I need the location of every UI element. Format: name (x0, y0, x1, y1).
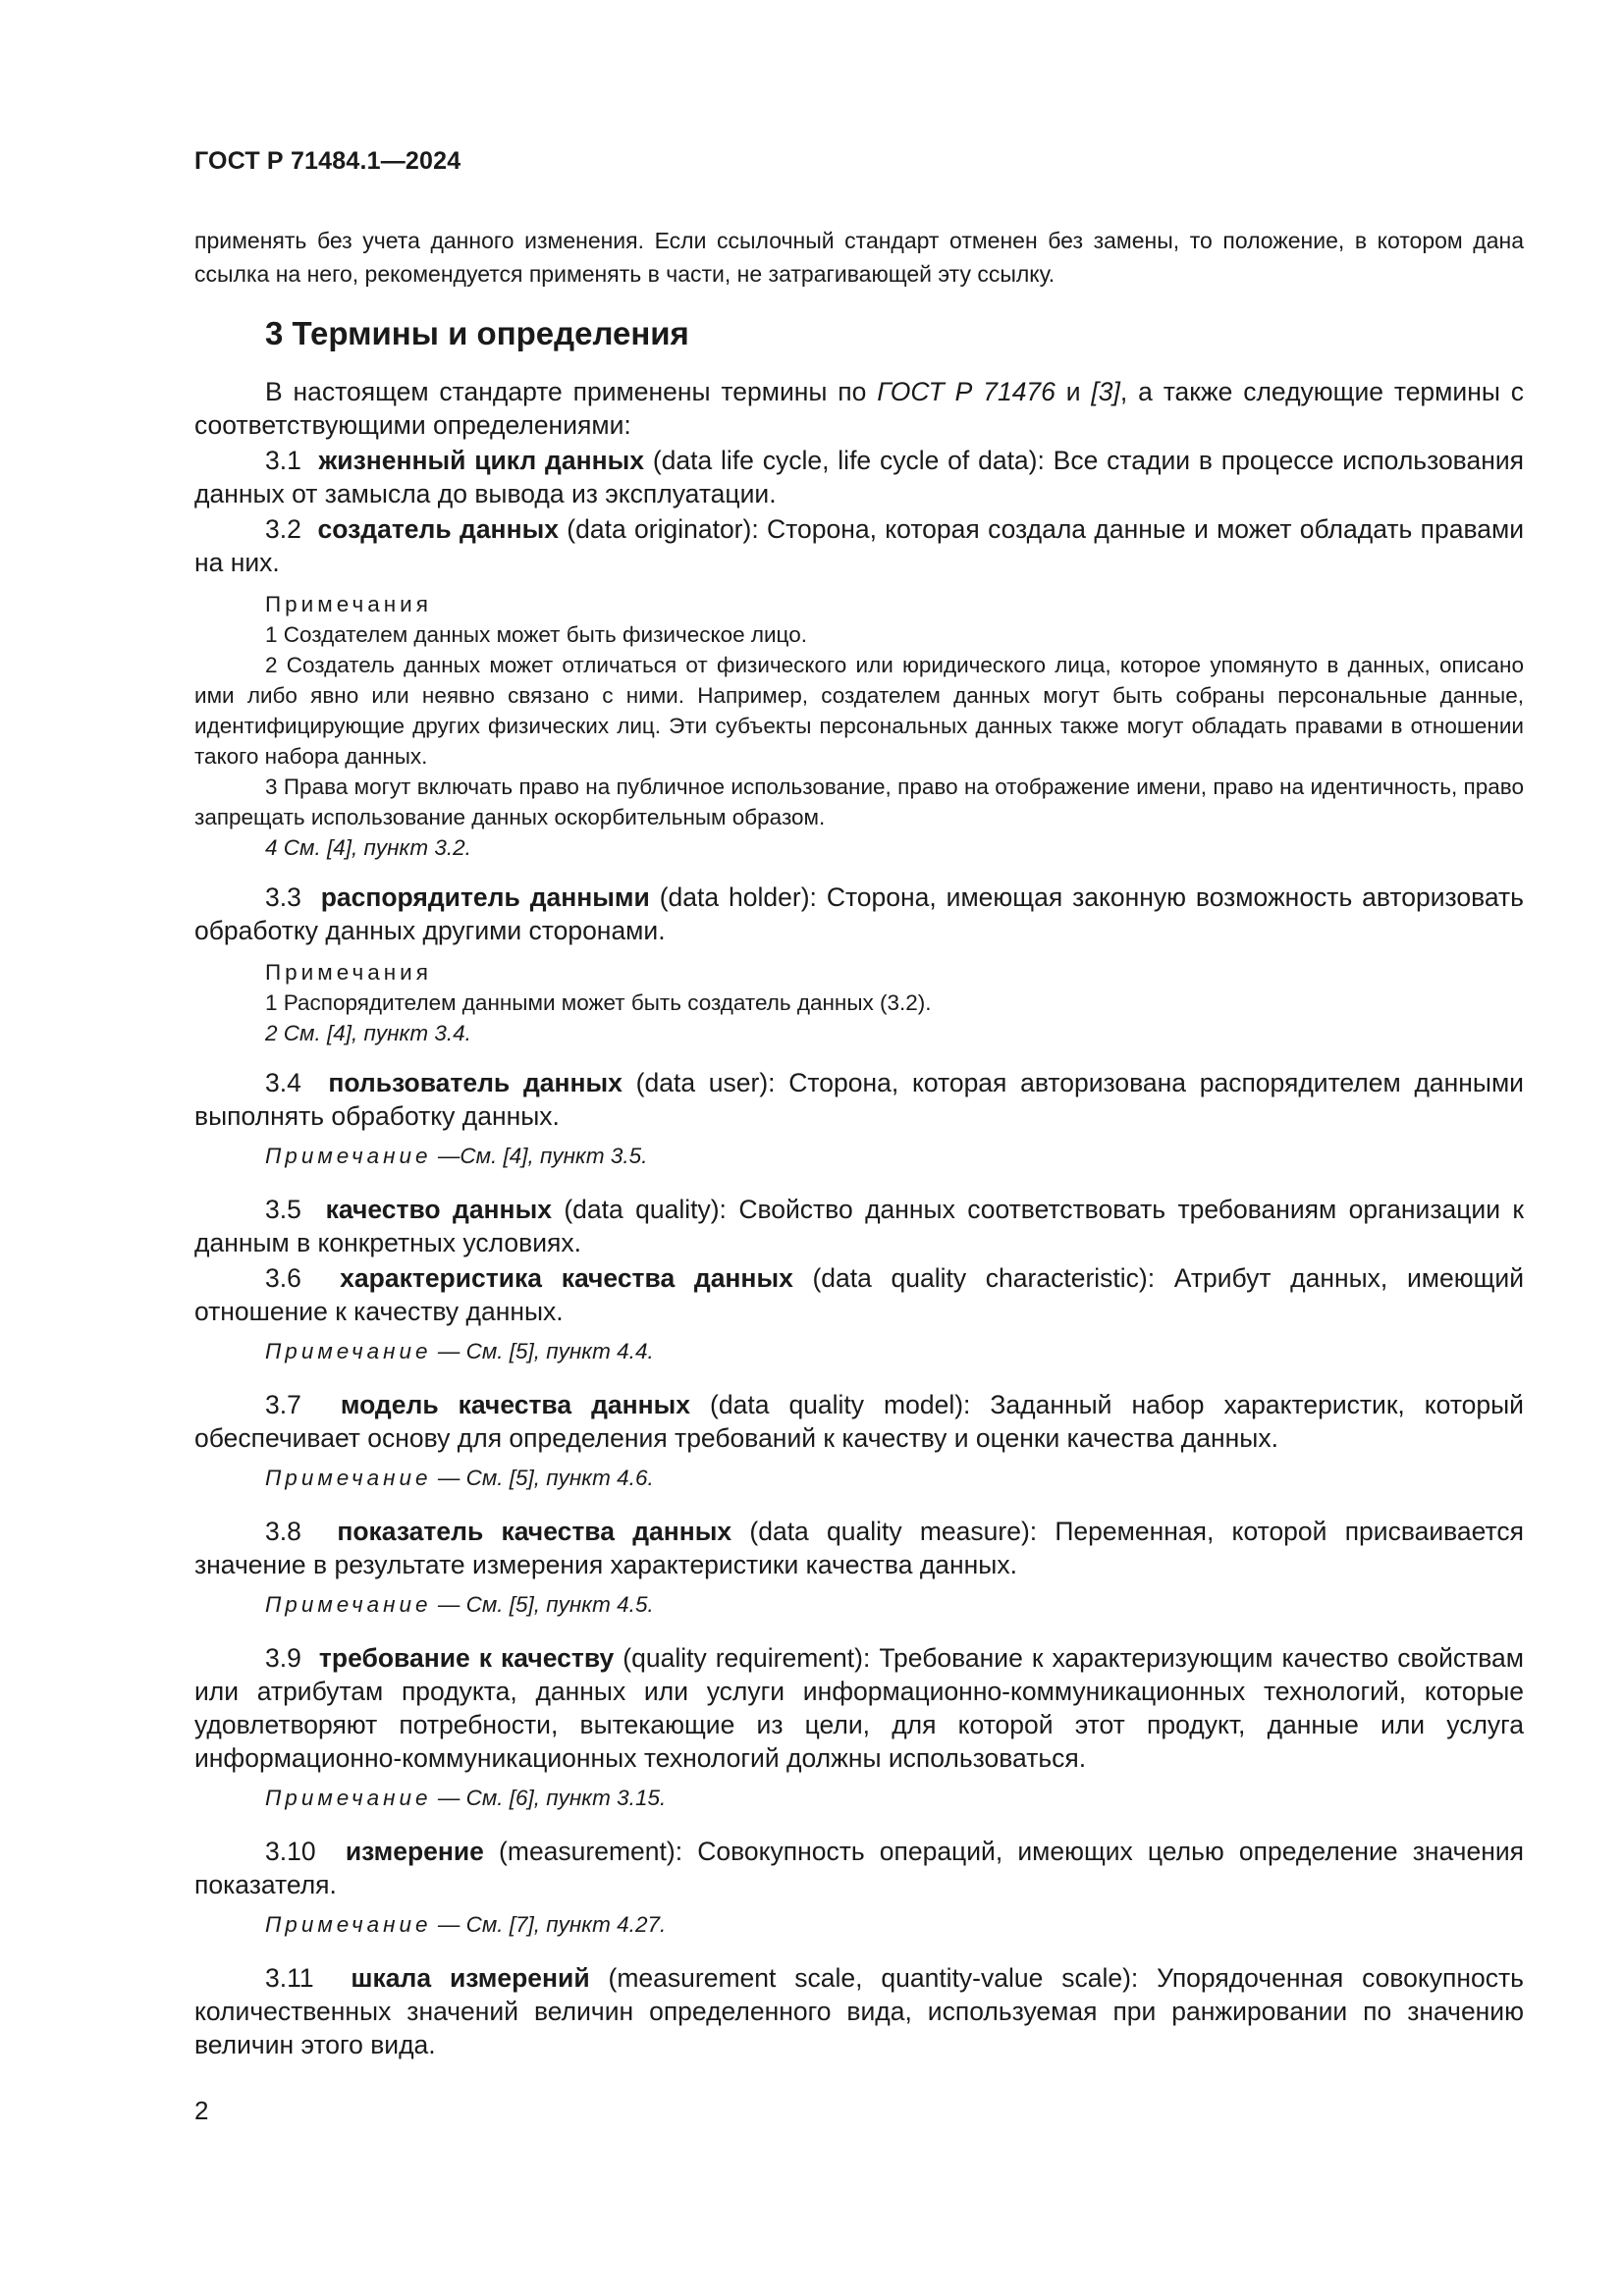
term-name: шкала измерений (351, 1963, 590, 1993)
term-name: характеристика качества данных (340, 1263, 793, 1293)
intro-paragraph: применять без учета данного изменения. Если ссылочный стандарт отменен без замены, то положение, в котором дана ссылка на него, рекомендуется применять в части, не затрагивающей эту ссылку. (194, 228, 1524, 287)
note-item: 2 Создатель данных может отличаться от физического или юридического лица, которое упомянуто в данных, описано ими либо явно или неявно связано с ними. Например, создателем данных могут быть собраны персональные данные, идентифицирующие других физических лиц. Эти субъекты персональных данных также могут обладать правами в отношении такого набора данных. (194, 653, 1524, 769)
note-3-4: Примечание —См. [4], пункт 3.5. (265, 1144, 648, 1168)
term-3-4: 3.4 пользователь данных (data user): Сторона, которая авторизована распорядителем данными выполнять обработку данных. (194, 1068, 1524, 1131)
note-item: 2 См. [4], пункт 3.4. (265, 1021, 471, 1045)
term-3-1: 3.1 жизненный цикл данных (data life cycle, life cycle of data): Все стадии в процессе использования данных от замысла до вывода из эксплуатации. (194, 446, 1524, 508)
note-item: 4 См. [4], пункт 3.2. (265, 835, 471, 860)
term-name: жизненный цикл данных (318, 446, 644, 475)
term-name: модель качества данных (340, 1390, 691, 1419)
term-3-6: 3.6 характеристика качества данных (data quality characteristic): Атрибут данных, имеющий отношение к качеству данных. (194, 1263, 1524, 1326)
notes-label: Примечания (265, 960, 432, 985)
page-body (194, 224, 1524, 2063)
reference-gost: ГОСТ Р 71476 (877, 377, 1056, 406)
term-name: распорядитель данными (320, 882, 650, 912)
term-3-8: 3.8 показатель качества данных (data quality measure): Переменная, которой присваивается значение в результате измерения характеристики качества данных. (194, 1517, 1524, 1579)
note-3-6: Примечание — См. [5], пункт 4.4. (265, 1339, 654, 1363)
note-item: 3 Права могут включать право на публичное использование, право на отображение имени, право на идентичность, право запрещать использование данных оскорбительным образом. (194, 774, 1524, 829)
notes-3-3 (194, 957, 1524, 1048)
term-3-5: 3.5 качество данных (data quality): Свойство данных соответствовать требованиям организации к данным в конкретных условиях. (194, 1195, 1525, 1257)
term-name: качество данных (325, 1195, 552, 1224)
term-3-7: 3.7 модель качества данных (data quality model): Заданный набор характеристик, который обеспечивает основу для определения требований к качеству и оценки качества данных. (194, 1390, 1524, 1453)
note-3-8: Примечание — См. [5], пункт 4.5. (265, 1592, 654, 1617)
term-3-9: 3.9 требование к качеству (quality requirement): Требование к характеризующим качество свойствам или атрибутам продукта, данных или услуги информационно-коммуникационных технологий, которые удовлетворяют потребности, вытекающие из цели, для которой этот продукт, данные или услуга информационно-коммуникационных технологий должны использоваться. (194, 1643, 1524, 1773)
term-name: пользователь данных (328, 1068, 623, 1097)
page-number: 2 (194, 2096, 209, 2125)
term-name: измерение (345, 1837, 484, 1866)
term-name: требование к качеству (318, 1643, 615, 1673)
term-3-10: 3.10 измерение (measurement): Совокупность операций, имеющих целью определение значения показателя. (194, 1837, 1524, 1899)
notes-label: Примечания (265, 592, 432, 616)
term-3-11: 3.11 шкала измерений (measurement scale, quantity-value scale): Упорядоченная совокупность количественных значений величин определенного вида, используемая при ранжировании по значению величин этого вида. (194, 1963, 1524, 2059)
section-lead: В настоящем стандарте применены термины по ГОСТ Р 71476 и [3], а также следующие термины с соответствующими определениями: (194, 377, 1524, 440)
note-3-7: Примечание — См. [5], пункт 4.6. (265, 1466, 654, 1490)
note-3-9: Примечание — См. [6], пункт 3.15. (265, 1786, 667, 1810)
note-item: 1 Создателем данных может быть физическое лицо. (265, 622, 807, 647)
note-item: 1 Распорядителем данными может быть создатель данных (3.2). (265, 990, 932, 1015)
term-3-3: 3.3 распорядитель данными (data holder): Сторона, имеющая законную возможность авторизовать обработку данных другими сторонами. (194, 882, 1524, 945)
term-name: создатель данных (317, 514, 559, 544)
standard-designation: ГОСТ Р 71484.1—2024 (194, 147, 461, 175)
section-heading: 3 Термины и определения (265, 315, 689, 351)
term-3-2: 3.2 создатель данных (data originator): Сторона, которая создала данные и может обладать правами на них. (194, 514, 1524, 577)
reference-3: [3] (1091, 377, 1120, 406)
term-name: показатель качества данных (337, 1517, 732, 1546)
note-3-10: Примечание — См. [7], пункт 4.27. (265, 1912, 667, 1937)
notes-3-2 (194, 589, 1524, 863)
